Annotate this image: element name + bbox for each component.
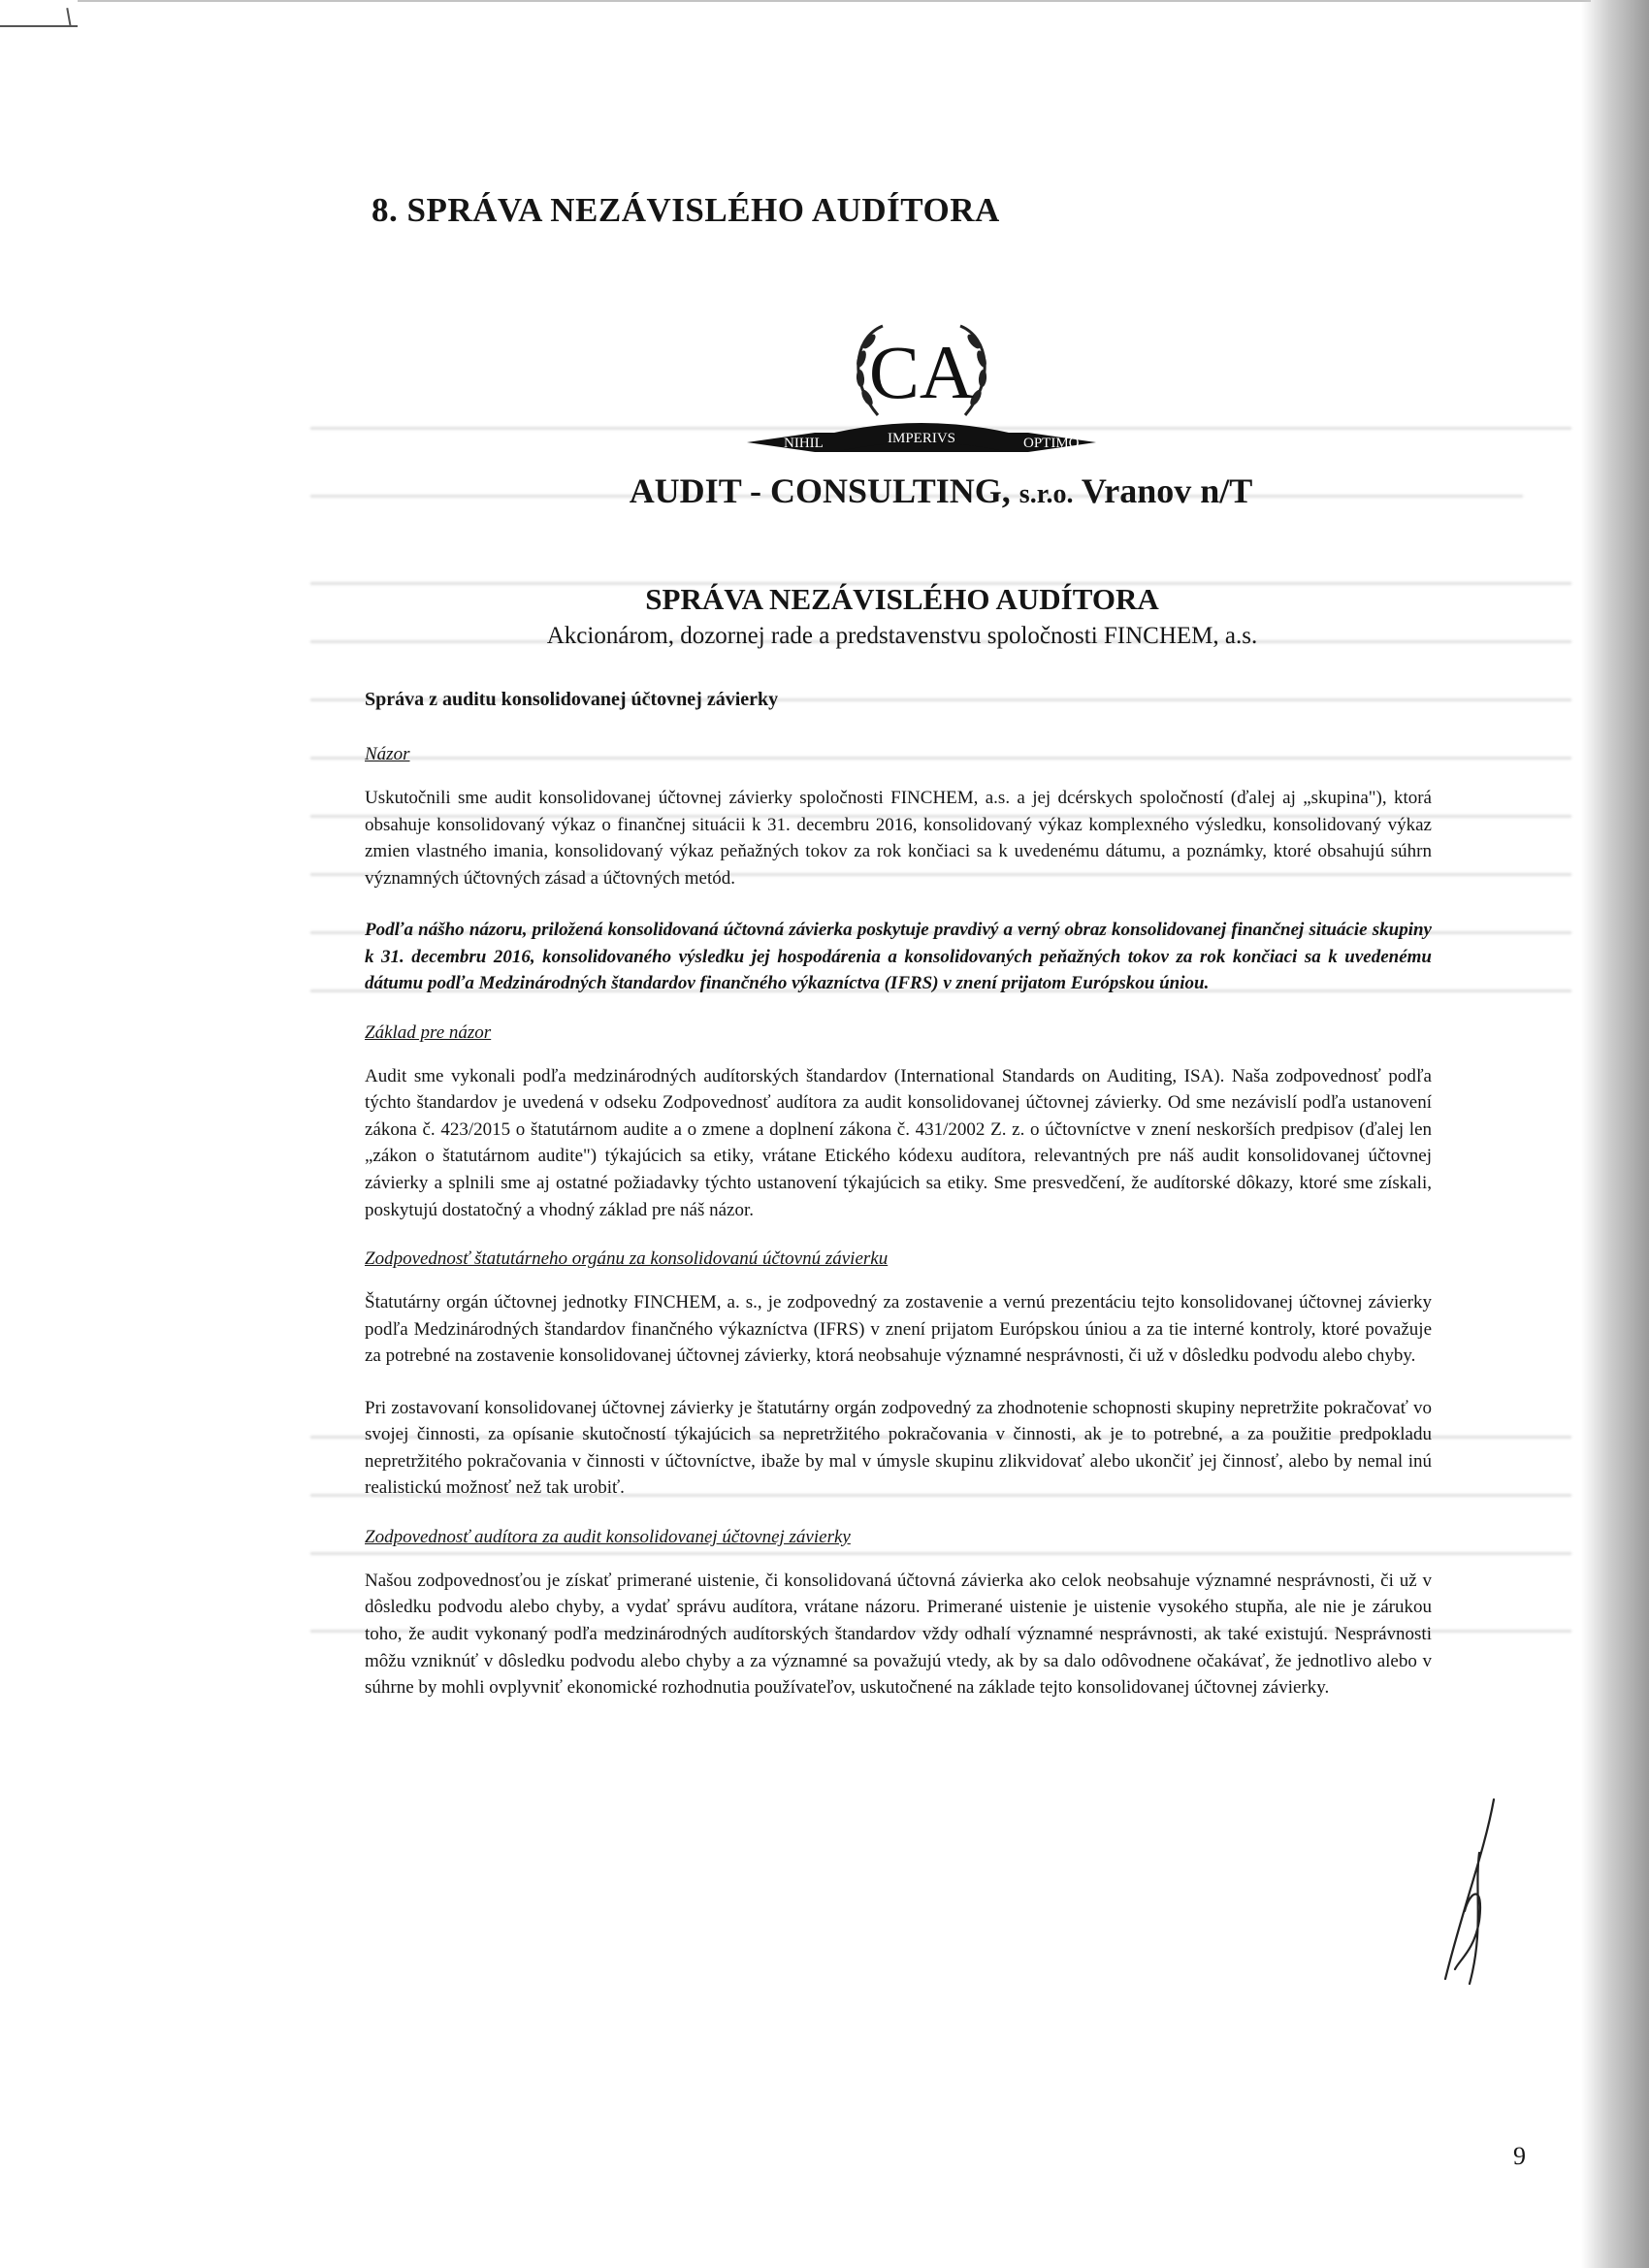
scan-top-edge	[78, 0, 1591, 2]
ribbon-center-text: IMPERIVS	[887, 431, 956, 446]
report-addressee: Akcionárom, dozornej rade a predstavenstvu spoločnosti FINCHEM, a.s.	[546, 623, 1258, 649]
report-body	[365, 689, 1432, 1727]
opinion-paragraph: Uskutočnili sme audit konsolidovanej účtovnej závierky spoločnosti FINCHEM, a.s. a jej dcérskych spoločností (ďalej aj „skupina"), ktorá obsahuje konsolidovaný výkaz o finančnej situácii k 31. decembru 2016, konsolidovaný výkaz komplexného výsledku, konsolidovaný výkaz zmien vlastného imania, konsolidovaný výkaz peňažných tokov za rok končiaci sa k uvedenému dátumu, a poznámky, ktoré obsahujú súhrn významných účtovných zásad a účtovných metód.	[365, 788, 1432, 889]
scan-corner-mark	[0, 0, 78, 58]
auditor-responsibility-heading: Zodpovednosť audítora za audit konsolidovanej účtovnej závierky	[365, 1526, 851, 1547]
statutory-responsibility-heading: Zodpovednosť štatutárneho orgánu za konsolidovanú účtovnú závierku	[365, 1248, 889, 1270]
report-title: SPRÁVA NEZÁVISLÉHO AUDÍTORA	[645, 582, 1159, 616]
ribbon-left-text: NIHIL	[784, 436, 824, 451]
ribbon-right-text: OPTIMO	[1023, 436, 1080, 451]
firm-name	[582, 470, 1300, 511]
section-heading: 8. SPRÁVA NEZÁVISLÉHO AUDÍTORA	[372, 191, 1000, 229]
basis-paragraph: Audit sme vykonali podľa medzinárodných audítorských štandardov (International Standards on Auditing, ISA). Naša zodpovednosť podľa týchto štandardov je uvedená v odseku Zodpovednosť audítora za audit konsolidovanej účtovnej závierky. Od sme nezávislí podľa ustanovení zákona č. 423/2015 o štatutárnom audite a o zmene a doplnení zákona č. 431/2002 Z. z. o účtovníctve v znení neskorších predpisov (ďalej len „zákon o štatutárnom audite") týkajúcich sa etiky, vrátane Etického kódexu audítora, relevantných pre náš audit konsolidovanej účtovnej závierky a splnili sme aj ostatné požiadavky týchto ustanovení týkajúcich sa etiky. Sme presvedčení, že audítorské dôkazy, ktoré sme získali, poskytujú dostatočný a vhodný základ pre náš názor.	[365, 1065, 1432, 1220]
firm-name-main: AUDIT - CONSULTING,	[629, 471, 1011, 510]
statutory-paragraph-1: Štatutárny orgán účtovnej jednotky FINCHEM, a. s., je zodpovedný za zostavenie a vernú prezentáciu tejto konsolidovanej účtovnej závierky podľa Medzinárodných štandardov finančného výkazníctva (IFRS) v znení prijatom Európskou úniou a za tie interné kontroly, ktoré považuje za potrebné na zostavenie konsolidovanej účtovnej závierky, ktorá neobsahuje významné nesprávnosti, či už v dôsledku podvodu alebo chyby.	[365, 1292, 1432, 1367]
opinion-heading: Názor	[365, 744, 410, 764]
basis-heading: Základ pre názor	[365, 1021, 492, 1043]
handwritten-signature	[1426, 1795, 1513, 1989]
statutory-paragraph-2: Pri zostavovaní konsolidovanej účtovnej závierky je štatutárny orgán zodpovedný za zhodnotenie schopnosti skupiny nepretržite pokračovať vo svojej činnosti, za opísanie skutočností týkajúcich sa nepretržitého pokračovania v činnosti, ak je to potrebné, a za použitie predpokladu nepretržitého pokračovania v činnosti v účtovníctve, ibaže by mal v úmysle skupinu zlikvidovať alebo ukončiť jej činnosť, alebo by nemal inú realistickú možnosť než tak urobiť.	[365, 1397, 1432, 1499]
firm-legal-suffix: s.r.o.	[1018, 479, 1074, 509]
report-subtitle: Správa z auditu konsolidovanej účtovnej závierky	[365, 689, 779, 710]
opinion-statement: Podľa nášho názoru, priložená konsolidovaná účtovná závierka poskytuje pravdivý a verný obraz konsolidovanej finančnej situácie skupiny k 31. decembru 2016, konsolidovaného výsledku jej hospodárenia a konsolidovaných peňažných tokov za rok končiaci sa k uvedenému dátumu podľa Medzinárodných štandardov finančného výkazníctva (IFRS) v znení prijatom Európskou úniou.	[365, 920, 1432, 994]
page-number: 9	[1513, 2142, 1526, 2170]
auditor-paragraph: Našou zodpovednosťou je získať primerané uistenie, či konsolidovaná účtovná závierka ako celok neobsahuje významné nesprávnosti, či už v dôsledku podvodu alebo chyby, a vydať správu audítora, vrátane názoru. Primerané uistenie je uistenie vysokého stupňa, ale nie je zárukou toho, že audit vykonaný podľa medzinárodných audítorských štandardov vždy odhalí významné nesprávnosti, ak také existujú. Nesprávnosti môžu vzniknúť v dôsledku podvodu alebo chyby a za významné sa považujú vtedy, ak by sa dalo odôvodnene očakávať, že jednotlivo alebo v súhrne by mohli ovplyvniť ekonomické rozhodnutia používateľov, uskutočnené na základe tejto konsolidovanej účtovnej závierky.	[365, 1570, 1432, 1699]
audit-consulting-logo	[747, 308, 1096, 464]
logo-monogram: CA	[868, 330, 975, 414]
scan-right-shadow	[1581, 0, 1649, 2268]
firm-location: Vranov n/T	[1081, 471, 1253, 510]
